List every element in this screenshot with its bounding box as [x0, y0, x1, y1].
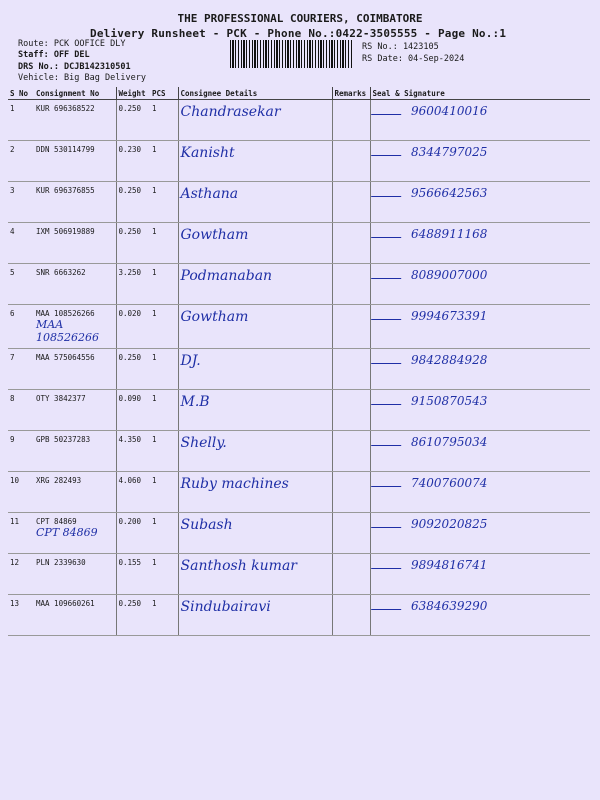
consignee-name: Asthana [180, 186, 239, 202]
row-remarks [332, 472, 370, 513]
consignee-name: Shelly. [180, 435, 227, 451]
col-pcs: PCS [150, 87, 178, 100]
rs-number: RS No.: 1423105 [362, 42, 439, 52]
row-sno: 13 [8, 595, 34, 636]
row-pcs: 1 [150, 223, 178, 264]
signature-mark [370, 394, 404, 405]
row-consignee [178, 100, 332, 141]
consignment-number: PLN 2339630 [36, 558, 86, 567]
row-sno: 10 [8, 472, 34, 513]
row-weight: 0.250 [116, 595, 150, 636]
table-row [8, 431, 590, 472]
col-remarks: Remarks [332, 87, 370, 100]
row-pcs: 1 [150, 349, 178, 390]
handwritten-note: MAA 108526266 [36, 318, 99, 344]
row-signature [370, 349, 590, 390]
row-sno: 6 [8, 305, 34, 349]
row-pcs: 1 [150, 472, 178, 513]
row-weight: 0.250 [116, 182, 150, 223]
row-weight: 0.250 [116, 100, 150, 141]
row-consignment [34, 554, 116, 595]
row-weight: 0.155 [116, 554, 150, 595]
row-sno: 1 [8, 100, 34, 141]
row-remarks [332, 390, 370, 431]
table-row [8, 595, 590, 636]
row-signature [370, 390, 590, 431]
row-weight: 0.200 [116, 513, 150, 554]
table-row [8, 349, 590, 390]
consignment-number: GPB 50237283 [36, 435, 91, 444]
receiver-phone: 9150870543 [411, 394, 488, 408]
row-remarks [332, 513, 370, 554]
col-sno: S No [8, 87, 34, 100]
row-consignee [178, 182, 332, 223]
row-consignment [34, 100, 116, 141]
row-remarks [332, 264, 370, 305]
consignment-number: MAA 109660261 [36, 599, 95, 608]
consignee-name: Subash [180, 517, 233, 533]
table-row [8, 305, 590, 349]
row-signature [370, 305, 590, 349]
row-remarks [332, 141, 370, 182]
row-weight: 0.250 [116, 349, 150, 390]
table-row [8, 554, 590, 595]
consignee-name: Kanisht [180, 145, 235, 161]
row-weight: 0.090 [116, 390, 150, 431]
receiver-phone: 9600410016 [411, 104, 488, 118]
consignee-name: Ruby machines [180, 476, 289, 492]
row-consignment [34, 182, 116, 223]
row-remarks [332, 223, 370, 264]
consignment-number: KUR 696368522 [36, 104, 95, 113]
receiver-phone: 9994673391 [411, 309, 488, 323]
row-weight: 0.250 [116, 223, 150, 264]
row-remarks [332, 431, 370, 472]
signature-mark [370, 599, 404, 610]
row-signature [370, 223, 590, 264]
row-signature [370, 100, 590, 141]
col-weight: Weight [116, 87, 150, 100]
row-remarks [332, 100, 370, 141]
consignee-name: Gowtham [180, 309, 249, 325]
row-sno: 12 [8, 554, 34, 595]
row-sno: 8 [8, 390, 34, 431]
consignment-number: XRG 282493 [36, 476, 82, 485]
row-weight: 0.230 [116, 141, 150, 182]
row-consignment [34, 431, 116, 472]
row-remarks [332, 349, 370, 390]
staff-label: Staff: OFF DEL [18, 50, 90, 60]
receiver-phone: 6488911168 [411, 227, 488, 241]
barcode [230, 40, 352, 68]
row-pcs: 1 [150, 182, 178, 223]
signature-mark [370, 104, 404, 115]
receiver-phone: 6384639290 [411, 599, 488, 613]
row-sno: 7 [8, 349, 34, 390]
consignee-name: Chandrasekar [180, 104, 281, 120]
signature-mark [370, 558, 404, 569]
receiver-phone: 9894816741 [411, 558, 488, 572]
col-signature: Seal & Signature [370, 87, 590, 100]
table-row [8, 100, 590, 141]
consignment-number: SNR 6663262 [36, 268, 86, 277]
row-consignee [178, 223, 332, 264]
row-signature [370, 264, 590, 305]
signature-mark [370, 517, 404, 528]
signature-mark [370, 476, 404, 487]
consignee-name: DJ. [180, 353, 201, 369]
row-consignment [34, 223, 116, 264]
row-consignment [34, 472, 116, 513]
table-row [8, 472, 590, 513]
row-sno: 5 [8, 264, 34, 305]
row-pcs: 1 [150, 264, 178, 305]
signature-mark [370, 268, 404, 279]
row-pcs: 1 [150, 431, 178, 472]
row-signature [370, 554, 590, 595]
company-title: THE PROFESSIONAL COURIERS, COIMBATORE [177, 12, 423, 25]
consignment-number: OTY 3842377 [36, 394, 86, 403]
consignment-number: IXM 506919889 [36, 227, 95, 236]
row-remarks [332, 595, 370, 636]
consignee-name: M.B [180, 394, 210, 410]
signature-mark [370, 353, 404, 364]
row-pcs: 1 [150, 513, 178, 554]
row-pcs: 1 [150, 554, 178, 595]
receiver-phone: 9566642563 [411, 186, 488, 200]
row-signature [370, 472, 590, 513]
signature-mark [370, 186, 404, 197]
row-consignment [34, 141, 116, 182]
receiver-phone: 8610795034 [411, 435, 488, 449]
consignee-name: Santhosh kumar [180, 558, 297, 574]
row-signature [370, 513, 590, 554]
signature-mark [370, 227, 404, 238]
row-weight: 4.350 [116, 431, 150, 472]
row-consignee [178, 305, 332, 349]
vehicle-label: Vehicle: Big Bag Delivery [18, 73, 146, 83]
row-pcs: 1 [150, 100, 178, 141]
consignment-number: CPT 84869 [36, 517, 77, 526]
row-signature [370, 182, 590, 223]
row-consignee [178, 431, 332, 472]
col-consignment: Consignment No [34, 87, 116, 100]
row-sno: 2 [8, 141, 34, 182]
signature-mark [370, 145, 404, 156]
receiver-phone: 9092020825 [411, 517, 488, 531]
row-pcs: 1 [150, 390, 178, 431]
row-remarks [332, 182, 370, 223]
rs-date: RS Date: 04-Sep-2024 [362, 54, 465, 64]
row-consignment [34, 390, 116, 431]
table-row [8, 141, 590, 182]
table-row [8, 264, 590, 305]
table-row [8, 223, 590, 264]
row-signature [370, 431, 590, 472]
receiver-phone: 7400760074 [411, 476, 488, 490]
row-consignee [178, 264, 332, 305]
row-pcs: 1 [150, 305, 178, 349]
drs-number: DRS No.: DCJB142310501 [18, 62, 131, 72]
row-consignment [34, 305, 116, 349]
receiver-phone: 8089007000 [411, 268, 488, 282]
row-pcs: 1 [150, 141, 178, 182]
route-label: Route: PCK OOFICE DLY [18, 39, 126, 49]
row-sno: 4 [8, 223, 34, 264]
handwritten-note: CPT 84869 [36, 526, 98, 539]
table-row [8, 513, 590, 554]
table-header [8, 87, 590, 100]
row-remarks [332, 554, 370, 595]
receiver-phone: 8344797025 [411, 145, 488, 159]
row-consignee [178, 390, 332, 431]
consignment-number: MAA 108526266 [36, 309, 95, 318]
row-consignee [178, 472, 332, 513]
consignment-number: KUR 696376855 [36, 186, 95, 195]
row-signature [370, 595, 590, 636]
signature-mark [370, 435, 404, 446]
row-consignment [34, 595, 116, 636]
row-consignee [178, 554, 332, 595]
row-consignment [34, 264, 116, 305]
row-weight: 0.020 [116, 305, 150, 349]
consignment-number: DDN 530114799 [36, 145, 95, 154]
consignment-number: MAA 575064556 [36, 353, 95, 362]
row-consignee [178, 141, 332, 182]
col-consignee: Consignee Details [178, 87, 332, 100]
row-consignment [34, 513, 116, 554]
table-row [8, 182, 590, 223]
row-consignee [178, 349, 332, 390]
signature-mark [370, 309, 404, 320]
row-remarks [332, 305, 370, 349]
row-sno: 9 [8, 431, 34, 472]
row-weight: 3.250 [116, 264, 150, 305]
row-sno: 3 [8, 182, 34, 223]
table-row [8, 390, 590, 431]
row-pcs: 1 [150, 595, 178, 636]
row-consignee [178, 513, 332, 554]
row-signature [370, 141, 590, 182]
row-consignment [34, 349, 116, 390]
runsheet-subtitle: Delivery Runsheet - PCK - Phone No.:0422-3505555 - Page No.:1 [90, 27, 507, 40]
row-consignee [178, 595, 332, 636]
consignee-name: Sindubairavi [180, 599, 271, 615]
runsheet-table [8, 87, 590, 636]
row-sno: 11 [8, 513, 34, 554]
row-weight: 4.060 [116, 472, 150, 513]
consignee-name: Gowtham [180, 227, 249, 243]
consignee-name: Podmanaban [180, 268, 273, 284]
receiver-phone: 9842884928 [411, 353, 488, 367]
